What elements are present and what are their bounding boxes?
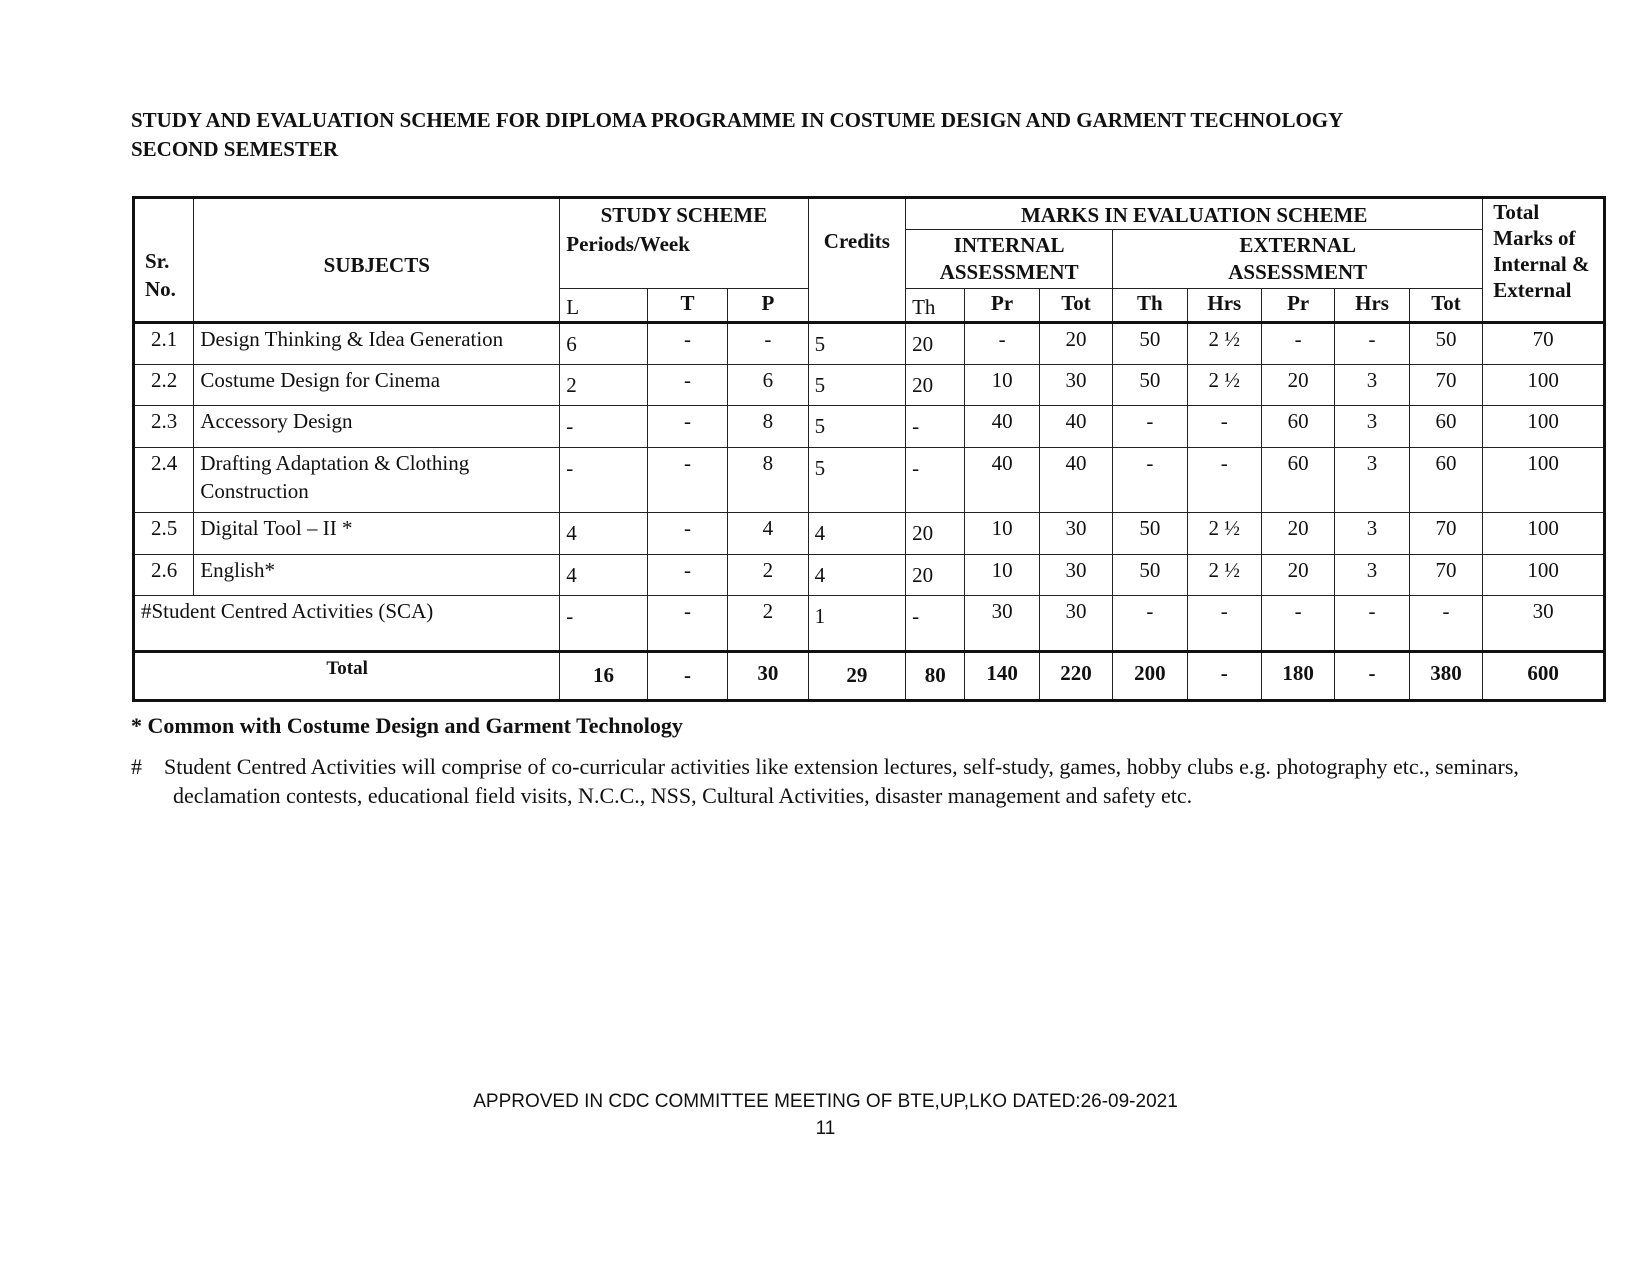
table-row bbox=[134, 513, 1605, 555]
cell-int-pr: 40 bbox=[965, 448, 1039, 513]
page-number: 11 bbox=[815, 1118, 836, 1139]
cell-ext-hrs: 2 ½ bbox=[1187, 555, 1261, 596]
subject-name: Design Thinking & Idea Generation bbox=[194, 323, 560, 365]
cell-ext-hrs: - bbox=[1187, 406, 1261, 448]
cell-ext-pr-hrs: - bbox=[1335, 596, 1409, 652]
cell-int-pr: 40 bbox=[965, 406, 1039, 448]
total-int-tot: 220 bbox=[1039, 652, 1112, 701]
table-row bbox=[134, 406, 1605, 448]
cell-ext-tot: 60 bbox=[1409, 448, 1483, 513]
total-p: 30 bbox=[728, 652, 808, 701]
cell-credits: 5 bbox=[808, 448, 906, 513]
title-line-1: STUDY AND EVALUATION SCHEME FOR DIPLOMA PROGRAMME IN COSTUME DESIGN AND GARMENT TECHNOLOGY bbox=[131, 108, 1344, 132]
hash-symbol: # bbox=[131, 754, 142, 779]
header-row-1 bbox=[134, 198, 1605, 230]
cell-total: 100 bbox=[1483, 513, 1605, 555]
cell-p: 4 bbox=[728, 513, 808, 555]
cell-int-tot: 40 bbox=[1039, 448, 1112, 513]
header-external-assessment: EXTERNAL ASSESSMENT bbox=[1113, 230, 1483, 289]
header-l: L bbox=[560, 289, 647, 323]
cell-ext-hrs: 2 ½ bbox=[1187, 365, 1261, 406]
cell-total: 100 bbox=[1483, 448, 1605, 513]
cell-ext-pr: 20 bbox=[1261, 365, 1334, 406]
sr-no: 2.2 bbox=[134, 365, 194, 406]
total-ext-tot: 380 bbox=[1409, 652, 1483, 701]
common-note: * Common with Costume Design and Garment Technology bbox=[131, 713, 683, 738]
header-total-marks: Total Marks of Internal & External bbox=[1483, 198, 1605, 323]
cell-ext-hrs: 2 ½ bbox=[1187, 513, 1261, 555]
total-ext-th: 200 bbox=[1113, 652, 1187, 701]
cell-int-tot: 40 bbox=[1039, 406, 1112, 448]
cell-ext-th: 50 bbox=[1113, 323, 1187, 365]
cell-total: 30 bbox=[1483, 596, 1605, 652]
cell-ext-pr-hrs: 3 bbox=[1335, 365, 1409, 406]
title-line-2: SECOND SEMESTER bbox=[131, 137, 339, 161]
total-label: Total bbox=[134, 652, 560, 701]
cell-int-th: - bbox=[906, 596, 965, 652]
cell-l: 2 bbox=[560, 365, 647, 406]
cell-ext-th: 50 bbox=[1113, 513, 1187, 555]
total-l: 16 bbox=[560, 652, 647, 701]
cell-ext-pr: - bbox=[1261, 323, 1334, 365]
cell-ext-pr-hrs: 3 bbox=[1335, 555, 1409, 596]
cell-int-pr: 30 bbox=[965, 596, 1039, 652]
header-ext-hrs: Hrs bbox=[1187, 289, 1261, 323]
cell-int-th: 20 bbox=[906, 365, 965, 406]
cell-credits: 4 bbox=[808, 555, 906, 596]
header-ext-pr: Pr bbox=[1261, 289, 1334, 323]
cell-int-th: - bbox=[906, 406, 965, 448]
cell-l: 4 bbox=[560, 513, 647, 555]
cell-p: 2 bbox=[728, 555, 808, 596]
cell-ext-tot: 70 bbox=[1409, 555, 1483, 596]
cell-p: 2 bbox=[728, 596, 808, 652]
cell-total: 70 bbox=[1483, 323, 1605, 365]
header-subjects: SUBJECTS bbox=[194, 198, 560, 323]
subject-name: Accessory Design bbox=[194, 406, 560, 448]
total-ext-hrs: - bbox=[1187, 652, 1261, 701]
header-p: P bbox=[728, 289, 808, 323]
study-evaluation-table bbox=[132, 196, 1606, 702]
cell-int-th: 20 bbox=[906, 513, 965, 555]
header-t: T bbox=[647, 289, 727, 323]
header-study-scheme: STUDY SCHEME Periods/Week bbox=[560, 198, 808, 289]
sr-no: 2.4 bbox=[134, 448, 194, 513]
total-row bbox=[134, 652, 1605, 701]
cell-ext-tot: 70 bbox=[1409, 365, 1483, 406]
sr-no: 2.6 bbox=[134, 555, 194, 596]
document-title bbox=[131, 106, 1591, 164]
page-footer bbox=[0, 1088, 1651, 1142]
total-ext-pr-hrs: - bbox=[1335, 652, 1409, 701]
cell-ext-th: - bbox=[1113, 448, 1187, 513]
cell-t: - bbox=[647, 513, 727, 555]
subject-name: #Student Centred Activities (SCA) bbox=[134, 596, 560, 652]
cell-ext-pr-hrs: 3 bbox=[1335, 513, 1409, 555]
sca-note bbox=[131, 752, 1631, 810]
subject-name: English* bbox=[194, 555, 560, 596]
cell-l: 6 bbox=[560, 323, 647, 365]
cell-ext-pr: 60 bbox=[1261, 406, 1334, 448]
cell-int-pr: 10 bbox=[965, 555, 1039, 596]
cell-p: - bbox=[728, 323, 808, 365]
header-int-th: Th bbox=[906, 289, 965, 323]
cell-t: - bbox=[647, 555, 727, 596]
cell-credits: 5 bbox=[808, 406, 906, 448]
sca-row bbox=[134, 596, 1605, 652]
cell-credits: 5 bbox=[808, 323, 906, 365]
cell-credits: 5 bbox=[808, 365, 906, 406]
cell-l: - bbox=[560, 448, 647, 513]
cell-l: - bbox=[560, 596, 647, 652]
header-periods-week: Periods/Week bbox=[566, 232, 690, 256]
cell-t: - bbox=[647, 448, 727, 513]
sr-no: 2.3 bbox=[134, 406, 194, 448]
cell-total: 100 bbox=[1483, 555, 1605, 596]
subject-name: Drafting Adaptation & Clothing Construction bbox=[194, 448, 560, 513]
cell-ext-pr: 20 bbox=[1261, 555, 1334, 596]
cell-ext-tot: 70 bbox=[1409, 513, 1483, 555]
cell-int-pr: 10 bbox=[965, 513, 1039, 555]
total-ext-pr: 180 bbox=[1261, 652, 1334, 701]
cell-ext-pr-hrs: 3 bbox=[1335, 406, 1409, 448]
header-ext-pr-hrs: Hrs bbox=[1335, 289, 1409, 323]
cell-ext-hrs: - bbox=[1187, 448, 1261, 513]
sr-no: 2.1 bbox=[134, 323, 194, 365]
cell-total: 100 bbox=[1483, 365, 1605, 406]
cell-ext-th: 50 bbox=[1113, 555, 1187, 596]
header-marks-evaluation: MARKS IN EVALUATION SCHEME bbox=[906, 198, 1483, 230]
cell-ext-th: - bbox=[1113, 406, 1187, 448]
total-int-th: 80 bbox=[906, 652, 965, 701]
cell-ext-pr: - bbox=[1261, 596, 1334, 652]
cell-ext-hrs: 2 ½ bbox=[1187, 323, 1261, 365]
cell-ext-tot: 60 bbox=[1409, 406, 1483, 448]
sca-note-line-2: declamation contests, educational field visits, N.C.C., NSS, Cultural Activities, disaster management and safety etc. bbox=[173, 783, 1193, 808]
table-row bbox=[134, 323, 1605, 365]
cell-ext-th: 50 bbox=[1113, 365, 1187, 406]
cell-t: - bbox=[647, 596, 727, 652]
subject-name: Costume Design for Cinema bbox=[194, 365, 560, 406]
cell-int-tot: 30 bbox=[1039, 365, 1112, 406]
sca-note-line-1: Student Centred Activities will comprise of co-curricular activities like extension lectures, self-study, games, hobby clubs e.g. photography etc., seminars, bbox=[164, 754, 1519, 779]
cell-int-th: 20 bbox=[906, 555, 965, 596]
table-row bbox=[134, 555, 1605, 596]
table-row bbox=[134, 365, 1605, 406]
cell-int-tot: 30 bbox=[1039, 596, 1112, 652]
header-int-pr: Pr bbox=[965, 289, 1039, 323]
cell-int-pr: - bbox=[965, 323, 1039, 365]
cell-l: 4 bbox=[560, 555, 647, 596]
cell-total: 100 bbox=[1483, 406, 1605, 448]
cell-ext-tot: - bbox=[1409, 596, 1483, 652]
cell-int-tot: 20 bbox=[1039, 323, 1112, 365]
header-ext-tot: Tot bbox=[1409, 289, 1483, 323]
header-ext-th: Th bbox=[1113, 289, 1187, 323]
cell-int-tot: 30 bbox=[1039, 513, 1112, 555]
subject-name: Digital Tool – II * bbox=[194, 513, 560, 555]
cell-p: 8 bbox=[728, 448, 808, 513]
cell-int-th: - bbox=[906, 448, 965, 513]
header-sr-no: Sr. No. bbox=[134, 198, 194, 323]
cell-ext-pr-hrs: 3 bbox=[1335, 448, 1409, 513]
approval-note: APPROVED IN CDC COMMITTEE MEETING OF BTE,UP,LKO DATED:26-09-2021 bbox=[473, 1091, 1178, 1112]
cell-t: - bbox=[647, 365, 727, 406]
cell-int-tot: 30 bbox=[1039, 555, 1112, 596]
cell-ext-pr: 60 bbox=[1261, 448, 1334, 513]
cell-t: - bbox=[647, 323, 727, 365]
cell-ext-th: - bbox=[1113, 596, 1187, 652]
cell-int-th: 20 bbox=[906, 323, 965, 365]
sr-no: 2.5 bbox=[134, 513, 194, 555]
cell-l: - bbox=[560, 406, 647, 448]
total-credits: 29 bbox=[808, 652, 906, 701]
header-credits: Credits bbox=[808, 198, 906, 323]
header-internal-assessment: INTERNAL ASSESSMENT bbox=[906, 230, 1113, 289]
cell-ext-pr: 20 bbox=[1261, 513, 1334, 555]
cell-ext-hrs: - bbox=[1187, 596, 1261, 652]
cell-int-pr: 10 bbox=[965, 365, 1039, 406]
header-int-tot: Tot bbox=[1039, 289, 1112, 323]
cell-p: 8 bbox=[728, 406, 808, 448]
cell-ext-pr-hrs: - bbox=[1335, 323, 1409, 365]
cell-credits: 4 bbox=[808, 513, 906, 555]
table-row bbox=[134, 448, 1605, 513]
total-t: - bbox=[647, 652, 727, 701]
cell-p: 6 bbox=[728, 365, 808, 406]
cell-ext-tot: 50 bbox=[1409, 323, 1483, 365]
cell-credits: 1 bbox=[808, 596, 906, 652]
total-int-pr: 140 bbox=[965, 652, 1039, 701]
cell-t: - bbox=[647, 406, 727, 448]
total-grand: 600 bbox=[1483, 652, 1605, 701]
